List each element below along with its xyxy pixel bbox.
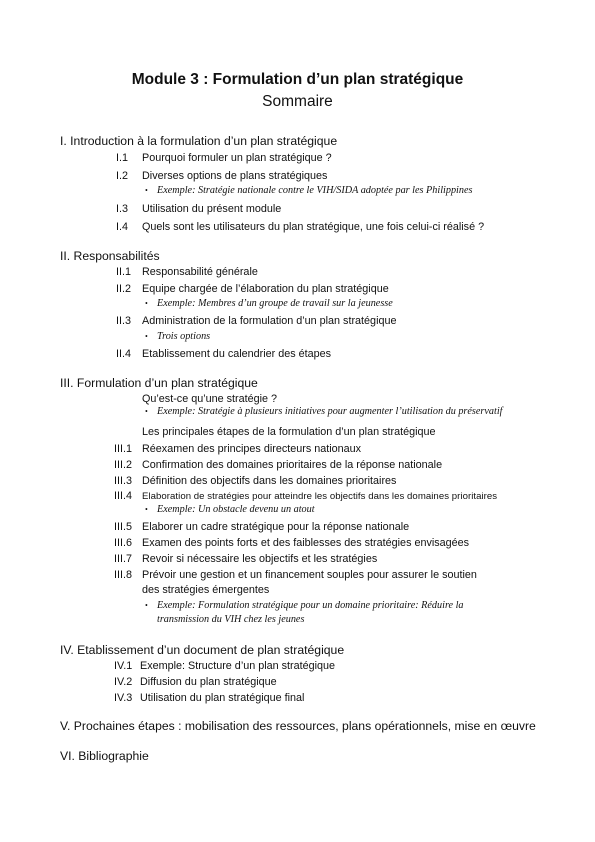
item-text: Définition des objectifs dans les domaines prioritaires [142,475,397,487]
bullet-icon: • [145,407,148,416]
example-text: transmission du VIH chez les jeunes [157,614,305,625]
bullet-icon: • [145,186,148,195]
item-text: Equipe chargée de l’élaboration du plan stratégique [142,283,389,295]
item-number: III.7 [114,553,133,565]
example-text: Exemple: Un obstacle devenu un atout [157,504,315,515]
item-text: Elaborer un cadre stratégique pour la réponse nationale [142,521,410,533]
item-number: I.1 [116,152,129,164]
item-text: Utilisation du présent module [142,203,282,215]
example-text: Exemple: Membres d’un groupe de travail sur la jeunesse [157,298,393,309]
item-number: III.2 [114,459,133,471]
item-number: II.1 [116,266,132,278]
item-text: Diffusion du plan stratégique [140,676,277,688]
bullet-icon: • [145,505,148,514]
item-number: IV.1 [114,660,133,672]
item-text: Administration de la formulation d’un plan stratégique [142,315,397,327]
item-number: I.2 [116,170,129,182]
item-text: Quels sont les utilisateurs du plan stratégique, une fois celui-ci réalisé ? [142,221,485,233]
item-number: III.1 [114,443,133,455]
item-text: Prévoir une gestion et un financement souples pour assurer le soutien [142,569,477,581]
document-subtitle: Sommaire [262,93,333,110]
item-number: III.8 [114,569,133,581]
bullet-icon: • [145,332,148,341]
bullet-icon: • [145,299,148,308]
item-number: I.4 [116,221,129,233]
example-text: Exemple: Formulation stratégique pour un domaine prioritaire: Réduire la [157,600,464,611]
example-text: Exemple: Stratégie à plusieurs initiatives pour augmenter l’utilisation du préservatif [157,406,503,417]
item-number: II.4 [116,348,132,360]
bullet-icon: • [145,601,148,610]
intro-text: Les principales étapes de la formulation d’un plan stratégique [142,426,436,438]
section-heading-3: III. Formulation d’un plan stratégique [60,376,258,390]
example-text: Trois options [157,331,211,342]
example-text: Exemple: Stratégie nationale contre le VIH/SIDA adoptée par les Philippines [157,185,473,196]
intro-text: Qu’est-ce qu’une stratégie ? [142,393,278,405]
section-heading-1: I. Introduction à la formulation d’un plan stratégique [60,134,338,148]
item-text-continued: des stratégies émergentes [142,584,270,596]
item-number: III.5 [114,521,133,533]
item-text: Elaboration de stratégies pour atteindre les objectifs dans les domaines prioritaires [142,491,498,502]
item-text: Etablissement du calendrier des étapes [142,348,332,360]
section-heading-4: IV. Etablissement d’un document de plan stratégique [60,643,345,657]
item-text: Revoir si nécessaire les objectifs et les stratégies [142,553,378,565]
section-heading-6: VI. Bibliographie [60,749,149,763]
item-number: I.3 [116,203,129,215]
item-number: IV.3 [114,692,133,704]
item-text: Diverses options de plans stratégiques [142,170,328,182]
item-text: Utilisation du plan stratégique final [140,692,305,704]
item-text: Examen des points forts et des faiblesses des stratégies envisagées [142,537,470,549]
item-text: Responsabilité générale [142,266,258,278]
section-heading-2: II. Responsabilités [60,249,160,263]
item-number: III.4 [114,490,133,502]
item-number: II.2 [116,283,132,295]
item-text: Réexamen des principes directeurs nationaux [142,443,362,455]
section-heading-5: V. Prochaines étapes : mobilisation des ressources, plans opérationnels, mise en œuvre [60,719,536,733]
item-number: IV.2 [114,676,133,688]
item-text: Confirmation des domaines prioritaires de la réponse nationale [142,459,443,471]
item-text: Exemple: Structure d’un plan stratégique [140,660,336,672]
item-number: II.3 [116,315,132,327]
item-text: Pourquoi formuler un plan stratégique ? [142,152,332,164]
item-number: III.3 [114,475,133,487]
item-number: III.6 [114,537,133,549]
document-title: Module 3 : Formulation d’un plan stratégique [131,71,464,88]
